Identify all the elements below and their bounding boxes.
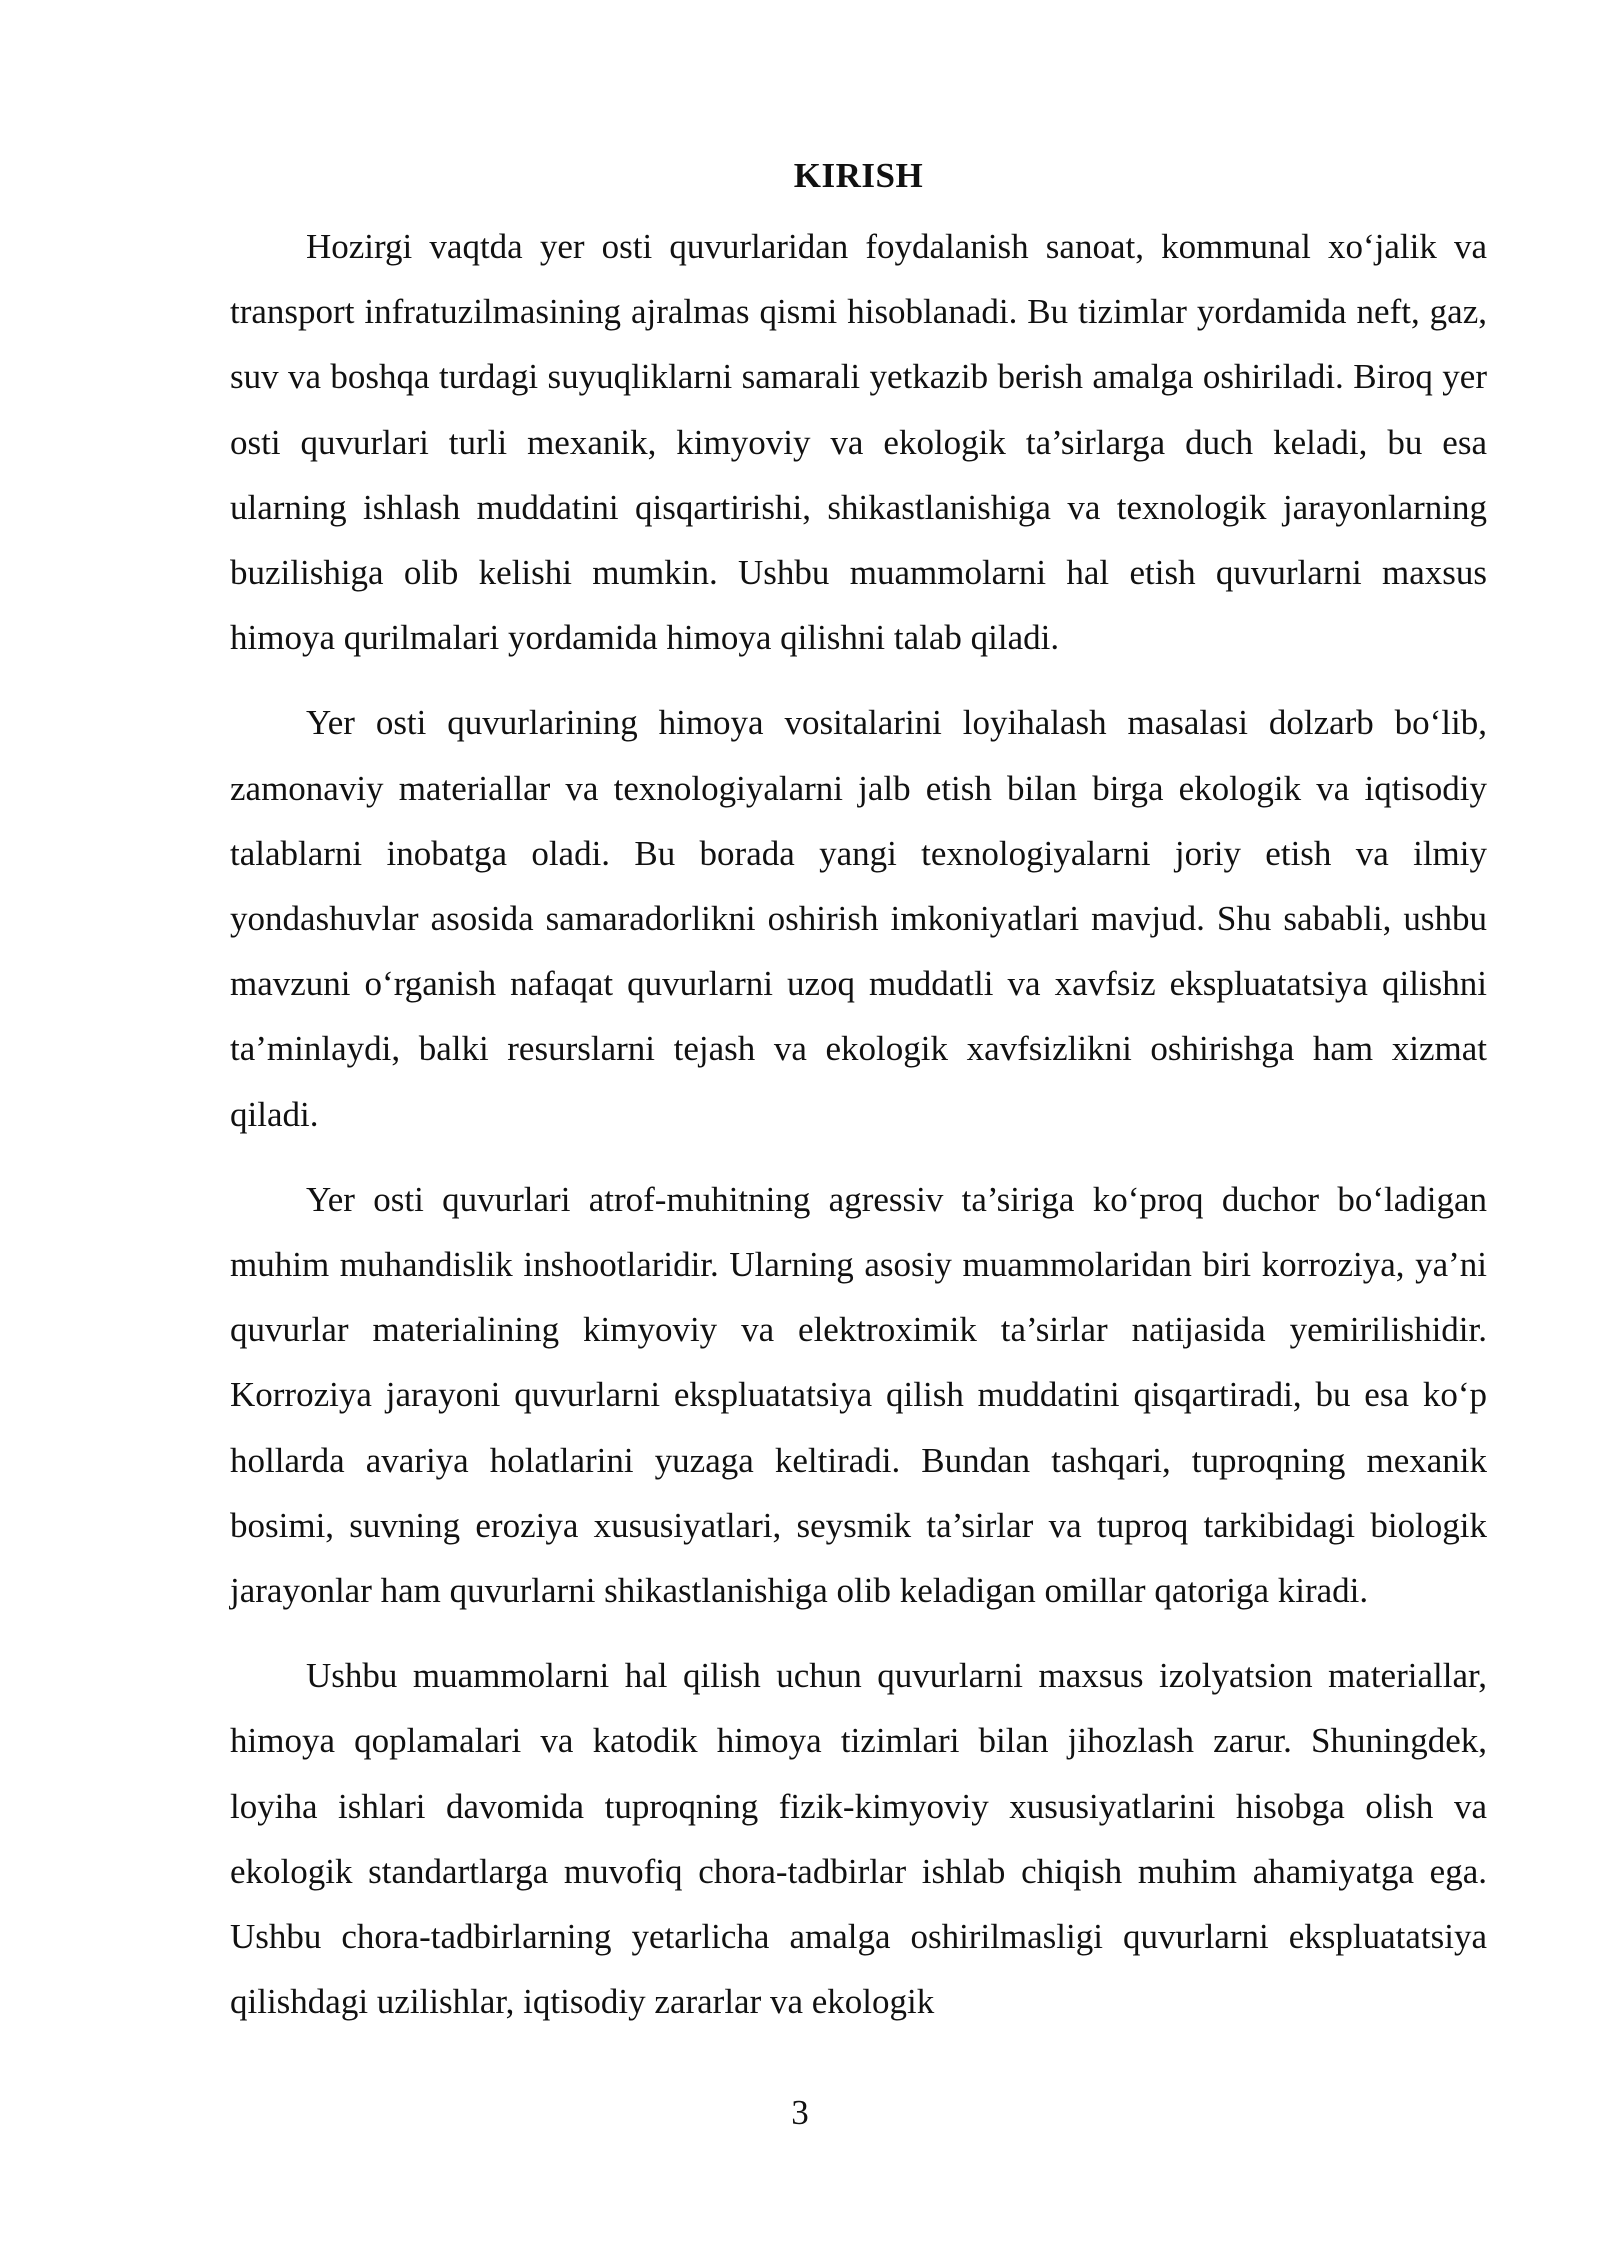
section-heading: KIRISH bbox=[793, 156, 924, 195]
paragraph: Ushbu muammolarni hal qilish uchun quvurlarni maxsus izolyatsion materiallar, himoya qoplamalari va katodik himoya tizimlari bilan jihozlash zarur. Shuningdek, loyiha ishlari davomida tuproqning fizik-kimyoviy xususiyatlarini hisobga olish va ekologik standartlarga muvofiq chora-tadbirlar ishlab chiqish muhim ahamiyatga ega. Ushbu chora-tadbirlarning yetarlicha amalga oshirilmasligi quvurlarni ekspluatatsiya qilishdagi uzilishlar, iqtisodiy zararlar va ekologik bbox=[230, 1656, 1487, 2022]
paragraph: Yer osti quvurlari atrof-muhitning agressiv ta’siriga ko‘proq duchor bo‘ladigan muhim muhandislik inshootlaridir. Ularning asosiy muammolaridan biri korroziya, ya’ni quvurlar materialining kimyoviy va elektroximik ta’sirlar natijasida yemirilishidir. Korroziya jarayoni quvurlarni ekspluatatsiya qilish muddatini qisqartiradi, bu esa ko‘p hollarda avariya holatlarini yuzaga keltiradi. Bundan tashqari, tuproqning mexanik bosimi, suvning eroziya xususiyatlari, seysmik ta’sirlar va tuproq tarkibidagi biologik jarayonlar ham quvurlarni shikastlanishiga olib keladigan omillar qatoriga kiradi. bbox=[230, 1179, 1487, 1611]
paragraph: Yer osti quvurlarining himoya vositalarini loyihalash masalasi dolzarb bo‘lib, zamonaviy materiallar va texnologiyalarni jalb etish bilan birga ekologik va iqtisodiy talablarni inobatga oladi. Bu borada yangi texnologiyalarni joriy etish va ilmiy yondashuvlar asosida samaradorlikni oshirish imkoniyatlari mavjud. Shu sababli, ushbu mavzuni o‘rganish nafaqat quvurlarni uzoq muddatli va xavfsiz ekspluatatsiya qilishni ta’minlaydi, balki resurslarni tejash va ekologik xavfsizlikni oshirishga ham xizmat qiladi. bbox=[230, 703, 1487, 1134]
page-content bbox=[230, 150, 1487, 2034]
paragraph: Hozirgi vaqtda yer osti quvurlaridan foydalanish sanoat, kommunal xo‘jalik va transport infratuzilmasining ajralmas qismi hisoblanadi. Bu tizimlar yordamida neft, gaz, suv va boshqa turdagi suyuqliklarni samarali yetkazib berish amalga oshiriladi. Biroq yer osti quvurlari turli mexanik, kimyoviy va ekologik ta’sirlarga duch keladi, bu esa ularning ishlash muddatini qisqartirishi, shikastlanishiga va texnologik jarayonlarning buzilishiga olib kelishi mumkin. Ushbu muammolarni hal etish quvurlarni maxsus himoya qurilmalari yordamida himoya qilishni talab qiladi. bbox=[230, 227, 1487, 658]
page-number: 3 bbox=[791, 2093, 809, 2132]
